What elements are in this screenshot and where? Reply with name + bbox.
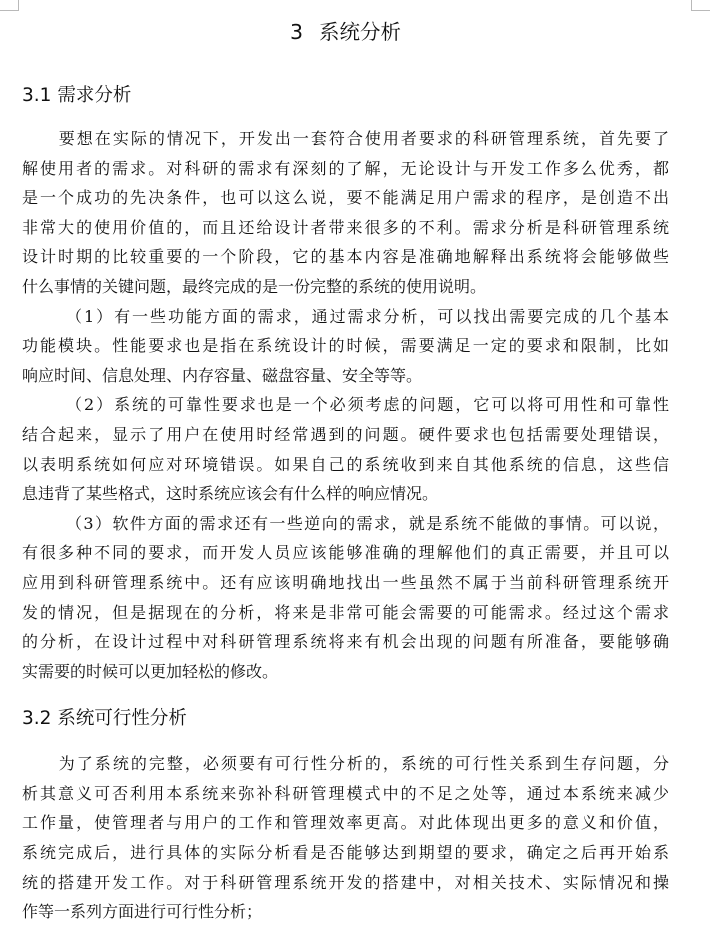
text-line: （2）系统的可靠性要求也是一个必须考虑的问题，它可以将可用性和可靠性	[66, 395, 669, 415]
text-line: 统的搭建开发工作。对于科研管理系统开发的搭建中，对相关技术、实际情况和操	[22, 872, 669, 892]
section-title-3-1	[22, 79, 669, 113]
text-line: 是一个成功的先决条件，也可以这么说，要不能满足用户需求的程序，是创造不出	[22, 188, 669, 208]
section-title-text: 需求分析	[57, 85, 132, 106]
text-line: （1）有一些功能方面的需求，通过需求分析，可以找出需要完成的几个基本	[66, 306, 669, 326]
text-line: 以表明系统如何应对环境错误。如果自己的系统收到来自其他系统的信息，这些信	[22, 454, 669, 474]
text-line: 功能模块。性能要求也是指在系统设计的时候，需要满足一定的要求和限制，比如	[22, 336, 669, 356]
text-line: 结合起来，显示了用户在使用时经常遇到的问题。硬件要求也包括需要处理错误，	[22, 424, 669, 444]
text-line: 的分析，在设计过程中对科研管理系统将来有机会出现的问题有所准备，要能够确	[22, 632, 669, 652]
chapter-number: 3	[289, 20, 304, 44]
text-line: 系统完成后，进行具体的实际分析看是否能够达到期望的要求，确定之后再开始系	[22, 843, 669, 863]
text-line: 设计时期的比较重要的一个阶段，它的基本内容是准确地解释出系统将会能够做些	[22, 247, 669, 267]
text-line: 应用到科研管理系统中。还有应该明确地找出一些虽然不属于当前科研管理系统开	[22, 572, 669, 592]
text-line: 解使用者的需求。对科研的需求有深刻的了解，无论设计与开发工作多么优秀，都	[22, 158, 669, 178]
text-line: 响应时间、信息处理、内存容量、磁盘容量、安全等等。	[22, 365, 423, 385]
paragraph-requirement-3	[22, 509, 669, 687]
text-line: 作等一系列方面进行可行性分析；	[22, 902, 263, 922]
page-corner-mark-left	[0, 0, 19, 11]
section-number: 3.2	[22, 708, 52, 730]
section-title-text: 系统可行性分析	[57, 708, 187, 730]
page-corner-mark-right	[691, 0, 710, 11]
text-line: 发的情况，但是据现在的分析，将来是非常可能会需要的可能需求。经过这个需求	[22, 602, 669, 622]
document-page	[22, 14, 669, 927]
text-line: 什么事情的关键问题，最终完成的是一份完整的系统的使用说明。	[22, 276, 487, 296]
text-line: 有很多种不同的要求，而开发人员应该能够准确的理解他们的真正需要，并且可以	[22, 543, 669, 563]
chapter-title	[22, 14, 669, 50]
section-number: 3.1	[22, 85, 52, 106]
text-line: （3）软件方面的需求还有一些逆向的需求，就是系统不能做的事情。可以说，	[66, 513, 669, 533]
text-line: 析其意义可否利用本系统来弥补科研管理模式中的不足之处等，通过本系统来减少	[22, 783, 669, 803]
paragraph-requirements-intro	[22, 124, 669, 302]
paragraph-requirement-2	[22, 390, 669, 508]
paragraph-feasibility-intro	[22, 749, 669, 927]
text-line: 要想在实际的情况下，开发出一套符合使用者要求的科研管理系统，首先要了	[58, 129, 669, 148]
section-title-3-2	[22, 702, 669, 736]
text-line: 工作量，使管理者与用户的工作和管理效率更高。对此体现出更多的意义和价值，	[22, 813, 669, 833]
paragraph-requirement-1	[22, 302, 669, 391]
text-line: 非常大的使用价值的，而且还给设计者带来很多的不利。需求分析是科研管理系统	[22, 217, 669, 237]
text-line: 实需要的时候可以更加轻松的修改。	[22, 661, 279, 681]
text-line: 为了系统的完整，必须要有可行性分析的，系统的可行性关系到生存问题，分	[58, 754, 669, 774]
chapter-title-text: 系统分析	[319, 20, 402, 44]
text-line: 息违背了某些格式，这时系统应该会有什么样的响应情况。	[22, 484, 439, 504]
